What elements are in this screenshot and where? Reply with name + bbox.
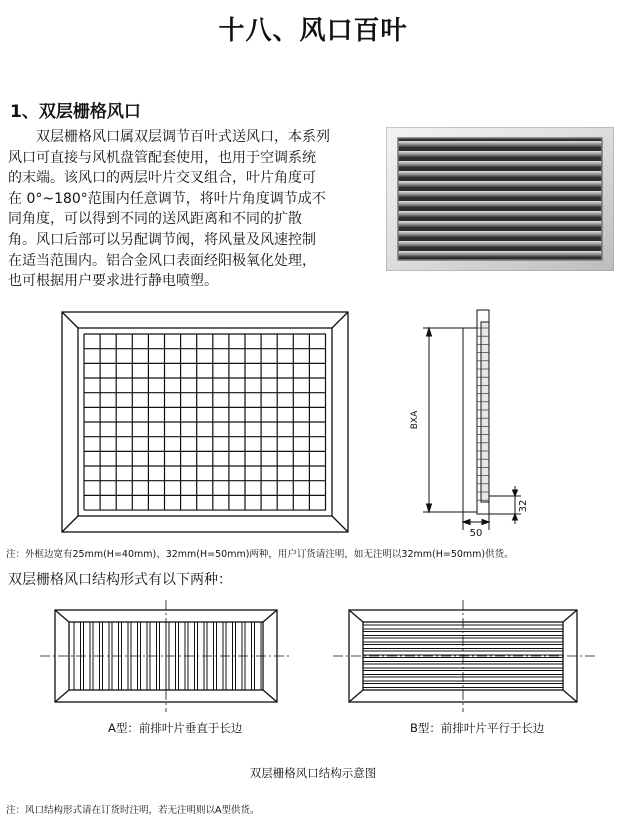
depth-label: 32: [518, 499, 529, 513]
height-label: BXA: [410, 410, 420, 430]
photo-slat: [398, 161, 602, 167]
type-a-caption: A型：前排叶片垂直于长边: [108, 721, 243, 735]
paragraph-line: 角。风口后部可以另配调节阀，将风量及风速控制: [8, 231, 316, 248]
paragraph-line: 风口可直接与风机盘管配套使用，也用于空调系统: [8, 149, 316, 166]
photo-slat: [398, 221, 602, 227]
section-heading: 1、双层栅格风口: [10, 102, 141, 122]
paragraph-line: 的末端。该风口的两层叶片交叉组合，叶片角度可: [8, 170, 316, 187]
frame-note: 注：外框边宽有25mm(H=40mm)、32mm(H=50mm)两种，用户订货请注明，如无注明以32mm(H=50mm)供货。: [6, 549, 514, 560]
vertical-blade: [122, 622, 129, 690]
structure-note: 注：风口结构形式请在订货时注明，若无注明则以A型供货。: [6, 805, 260, 816]
photo-slat: [398, 191, 602, 197]
photo-slat: [398, 181, 602, 187]
type-b-caption: B型：前排叶片平行于长边: [410, 721, 545, 735]
type-a-drawing: [40, 600, 290, 715]
description-paragraph: [8, 127, 358, 292]
figure-caption: 双层栅格风口结构示意图: [249, 766, 377, 780]
paragraph-line: 在适当范围内。铝合金风口表面经阳极氧化处理，: [8, 252, 316, 269]
photo-slat: [398, 151, 602, 157]
paragraph-line: 在 0°~180°范围内任意调节，将叶片角度调节成不: [8, 190, 326, 207]
side-view-drawing: [395, 306, 535, 538]
page-title: 十八、风口百叶: [218, 16, 408, 46]
paragraph-line: 也可根据用户要求进行静电喷塑。: [8, 273, 218, 290]
photo-slat: [398, 231, 602, 237]
width-label: 50: [469, 528, 483, 538]
paragraph-line: 双层栅格风口属双层调节百叶式送风口，本系列: [36, 129, 330, 145]
photo-slat: [398, 241, 602, 247]
front-view-drawing: [60, 310, 352, 536]
type-b-drawing: [333, 600, 595, 715]
photo-slat: [398, 171, 602, 177]
photo-slat: [398, 211, 602, 217]
paragraph-line: 同角度，可以得到不同的送风距离和不同的扩散: [8, 211, 302, 228]
structure-heading: 双层栅格风口结构形式有以下两种：: [8, 572, 232, 588]
photo-slat: [398, 201, 602, 207]
grille-photo: [386, 127, 614, 271]
photo-slat: [398, 251, 602, 257]
photo-slat: [398, 141, 602, 147]
